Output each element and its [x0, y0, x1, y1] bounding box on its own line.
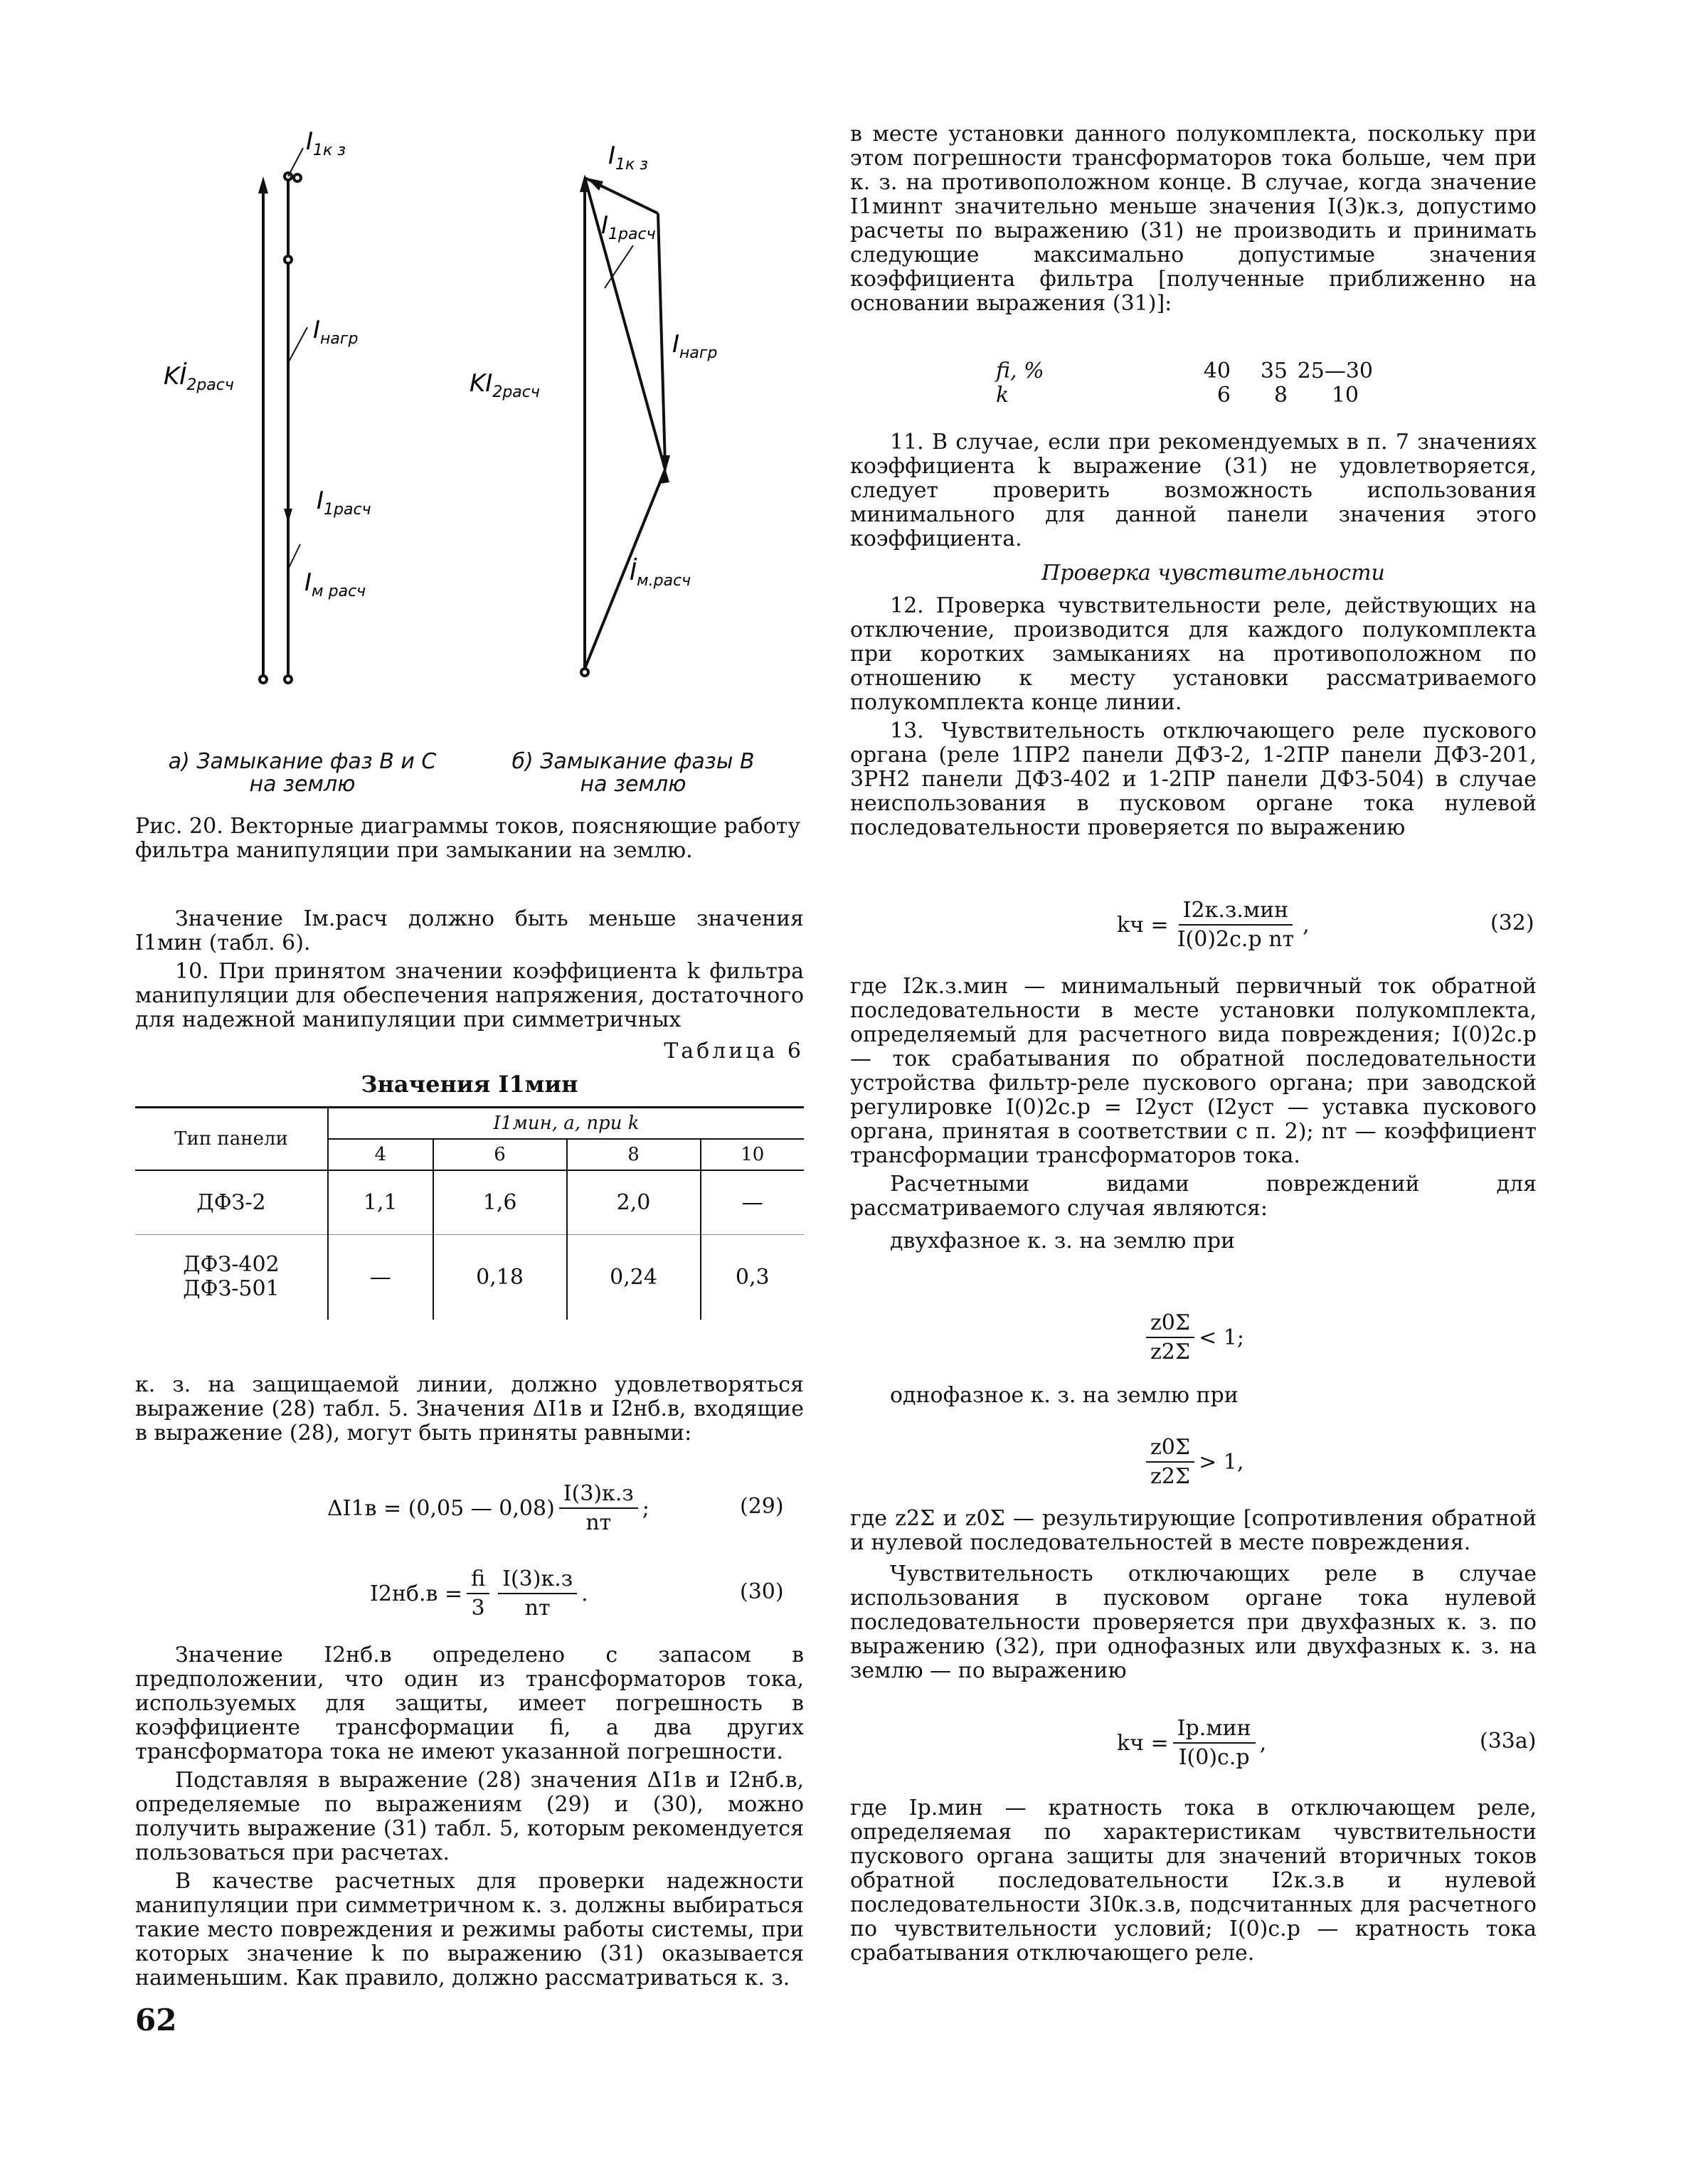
page-number: 62 — [135, 2003, 177, 2037]
eq29-den: nт — [585, 1510, 612, 1535]
equation-29 — [327, 1469, 649, 1547]
condition-1 — [1142, 1302, 1244, 1373]
cond2-den: z2Σ — [1150, 1464, 1191, 1489]
k-value: 8 — [1273, 383, 1288, 408]
eq32-den: I(0)2с.р nт — [1177, 927, 1295, 952]
table6-col-group: I1мин, а, при k — [328, 1108, 804, 1140]
table6-cell: 2,0 — [567, 1170, 701, 1234]
figure-caption: Рис. 20. Векторные диаграммы токов, поясняющие работу фильтра манипуляции при замыкании на землю. — [135, 814, 801, 863]
eq33-lhs: kч = — [1117, 1730, 1169, 1756]
k-value: 6 — [1216, 383, 1231, 408]
table6-k-4: 4 — [328, 1139, 433, 1170]
eq30-tail: . — [581, 1581, 588, 1606]
table6-k-8: 8 — [567, 1139, 701, 1170]
eq29-num: I(3)к.з — [559, 1481, 638, 1509]
fig-label-b — [491, 751, 775, 796]
cond1-tail: < 1; — [1199, 1325, 1244, 1350]
condition-2 — [1142, 1426, 1243, 1497]
left-p5: Подставляя в выражение (28) значения ΔI1в и I2нб.в, определяемые по выражениям (29) и (30), можно получить выражение (31) табл. 5, которым рекомендуется пользоваться при расчетах. — [135, 1768, 804, 1865]
fig-a-i1k-label: $I_{1к з}$ — [306, 127, 346, 159]
eq32-num: I2к.з.мин — [1179, 898, 1293, 926]
right-column-lower — [850, 1507, 1537, 1687]
cond1-frac — [1146, 1310, 1194, 1364]
fi-label: fi, % — [996, 359, 1044, 383]
cond2-tail: > 1, — [1199, 1449, 1244, 1475]
right-p3: 12. Проверка чувствительности реле, действующих на отключение, производится для каждого полукомплекта при коротких замыканиях на противоположном по отношению к месту установки рассматриваемого полукомплекта конце линии. — [850, 593, 1537, 715]
fig-b-inagr-label: $I_{нагр}$ — [672, 330, 718, 362]
eq33-den: I(0)с.р — [1178, 1745, 1250, 1770]
k-value: 10 — [1331, 383, 1359, 408]
eq30-number: (30) — [740, 1579, 784, 1604]
fig-b-k-label: $KI_{2расч}$ — [470, 369, 540, 401]
fig-label-b-line1: б) Замыкание фазы В — [511, 749, 755, 774]
eq29-lhs: ΔI1в = (0,05 — 0,08) — [327, 1495, 555, 1521]
fi-value: 40 — [1203, 359, 1231, 383]
left-column-bottom — [135, 1643, 804, 1995]
eq30-frac1 — [467, 1567, 489, 1621]
equation-32 — [1117, 886, 1310, 964]
eq30-lhs: I2нб.в = — [370, 1581, 463, 1606]
left-column-mid — [135, 1373, 804, 1450]
table6-cell: — — [701, 1170, 804, 1234]
table-6 — [135, 1106, 804, 1320]
right-p10: Чувствительность отключающих реле в случае использования в пусковом органе тока нулевой последовательности проверяется при двухфазных к. з. по выражению (32), при однофазных или двухфазных к. з. на землю — по выражению — [850, 1562, 1537, 1683]
fi-k-table — [996, 359, 1373, 408]
right-p2: 11. В случае, если при рекомендуемых в п. 7 значениях коэффициента k выражение (31) не удовлетворяется, следует проверить возможность использования минимального для данной панели значения этого коэффициента. — [850, 430, 1537, 551]
fig-b-imrasch-label: $İ_{м.расч}$ — [630, 558, 691, 590]
eq29-number: (29) — [740, 1494, 784, 1519]
left-column-top — [135, 907, 804, 1037]
table6-k-6: 6 — [433, 1139, 567, 1170]
left-p6: В качестве расчетных для проверки надежности манипуляции при симметричном к. з. должны выбираться такие место повреждения и режимы работы системы, при которых значение k по выражению (31) оказывается наименьшим. Как правило, должно рассматриваться к. з. — [135, 1869, 804, 1990]
left-p3: к. з. на защищаемой линии, должно удовлетворяться выражение (28) табл. 5. Значения ΔI1в и I2нб.в, входящие в выражение (28), могут быть приняты равными: — [135, 1372, 804, 1446]
table6-label: Таблица 6 — [664, 1039, 804, 1064]
fig-label-b-line2: на землю — [580, 772, 686, 797]
left-p4: Значение I2нб.в определено с запасом в предположении, что один из трансформаторов тока, используемых для защиты, имеет погрешность в коэффициенте трансформации fi, а два других трансформатора тока не имеют указанной погрешности. — [135, 1643, 804, 1764]
k-row — [996, 383, 1373, 408]
fig-b-i1rasch-label: $I_{1расч}$ — [601, 211, 656, 243]
fig-label-a-line2: на землю — [249, 772, 356, 797]
eq33a-number: (33а) — [1480, 1729, 1537, 1754]
eq32-frac — [1173, 898, 1298, 952]
right-column-top — [850, 122, 1537, 320]
fi-value: 35 — [1260, 359, 1288, 383]
cond1-num: z0Σ — [1146, 1310, 1194, 1338]
right-p8: однофазное к. з. на землю при — [890, 1383, 1239, 1408]
right-column-mid — [850, 430, 1537, 844]
fig-label-a — [160, 751, 445, 796]
table6-col-type: Тип панели — [135, 1108, 328, 1171]
table6-title: Значения I1мин — [361, 1071, 578, 1098]
figure-20 — [142, 121, 797, 704]
fig-a-i1rasch-label: $I_{1расч}$ — [317, 487, 371, 519]
eq32-lhs: kч = — [1117, 912, 1169, 938]
eq32-tail: , — [1303, 912, 1310, 938]
eq30-num: I(3)к.з — [498, 1567, 577, 1594]
table6-cell: — — [328, 1234, 433, 1320]
table6-cell: 0,24 — [567, 1234, 701, 1320]
diagram-b — [580, 174, 670, 676]
fi-value: 25—30 — [1297, 359, 1373, 383]
eq29-frac — [559, 1481, 638, 1535]
table6-cell: 0,18 — [433, 1234, 567, 1320]
right-p1: в месте установки данного полукомплекта, поскольку при этом погрешности трансформаторов тока больше, чем при к. з. на противоположном конце. В случае, когда значение I1минnт значительно меньше значения I(3)к.з, допустимо расчеты по выражению (31) не производить и принимать следующие максимально допустимые значения коэффициента фильтра [полученные приближенно на основании выражения (31)]: — [850, 122, 1537, 316]
left-p1: Значение Iм.расч должно быть меньше значения I1мин (табл. 6). — [135, 906, 804, 955]
fig-label-a-line1: а) Замыкание фаз В и С — [168, 749, 437, 774]
k-label: k — [996, 383, 1009, 408]
right-p4: 13. Чувствительность отключающего реле пускового органа (реле 1ПР2 панели ДФЗ-2, 1-2ПР панели ДФЗ-201, 3РН2 панели ДФЗ-402 и 1-2ПР панели ДФЗ-504) в случае неиспользования в пусковом органе тока нулевой последовательности проверяется по выражению — [850, 719, 1537, 840]
equation-33a — [1117, 1704, 1266, 1782]
diagram-a — [258, 148, 307, 683]
right-column-mid2 — [850, 975, 1537, 1258]
eq30-den: nт — [524, 1596, 551, 1621]
eq30-frac2 — [498, 1567, 577, 1621]
fig-a-inagr-label: $I_{нагр}$ — [313, 316, 359, 348]
table6-cell: 1,6 — [433, 1170, 567, 1234]
cond1-den: z2Σ — [1150, 1340, 1191, 1364]
table6-panel: ДФЗ-2 — [135, 1170, 328, 1234]
fig-b-i1k-label: $I_{1к з}$ — [608, 142, 649, 174]
table6-cell: 1,1 — [328, 1170, 433, 1234]
table6-cell: 0,3 — [735, 1264, 770, 1290]
cond2-frac — [1146, 1435, 1194, 1489]
section-heading: Проверка чувствительности — [1041, 561, 1385, 585]
cond2-num: z0Σ — [1146, 1435, 1194, 1463]
fi-row — [996, 359, 1373, 383]
eq29-tail: ; — [642, 1495, 649, 1521]
eq30-f1-num: fi — [467, 1567, 489, 1594]
eq32-number: (32) — [1490, 911, 1534, 935]
table-row — [135, 1170, 804, 1234]
right-p5: где I2к.з.мин — минимальный первичный ток обратной последовательности в месте установки полукомплекта, определяемый для расчетного вида повреждения; I(0)2с.р — ток срабатывания по обратной последовательности устройства фильтр-реле пускового органа; при заводской регулировке I(0)2с.р = I2уст (I2уст — уставка пускового органа, принятая в соответствии с п. 2); nт — коэффициент трансформации трансформаторов тока. — [850, 974, 1537, 1168]
eq33-num: Iр.мин — [1173, 1716, 1256, 1744]
right-p9: где z2Σ и z0Σ — результирующие [сопротивления обратной и нулевой последовательностей в месте повреждения. — [850, 1506, 1537, 1555]
table6-panel: ДФЗ-402 ДФЗ-501 — [135, 1234, 328, 1320]
equation-30 — [370, 1554, 588, 1633]
table6-header-row — [135, 1108, 804, 1140]
table-row — [135, 1234, 804, 1320]
eq33-frac — [1173, 1716, 1256, 1770]
right-column-bottom — [850, 1796, 1537, 1970]
right-p6: Расчетными видами повреждений для рассматриваемого случая являются: — [850, 1172, 1537, 1221]
fig-a-k-label: $Kİ_{2расч}$ — [164, 362, 234, 394]
left-p2: 10. При принятом значении коэффициента k фильтра манипуляции для обеспечения напряжения, достаточного для надежной манипуляции при симметричных — [135, 959, 804, 1032]
eq30-f1-den: 3 — [471, 1596, 485, 1621]
fig-a-imrasch-label: $I_{м расч}$ — [304, 568, 366, 600]
eq33-tail: , — [1259, 1730, 1267, 1756]
right-p8-wrap — [850, 1384, 1537, 1412]
right-p7: двухфазное к. з. на землю при — [890, 1229, 1236, 1253]
table6-k-10: 10 — [701, 1139, 804, 1170]
right-p11: где Iр.мин — кратность тока в отключающем реле, определяемая по характеристикам чувствительности пускового органа защиты для значений вторичных токов обратной последовательности I2к.з.в и нулевой последовательности 3I0к.з.в, подсчитанных для расчетного по чувствительности условий; I(0)с.р — кратность тока срабатывания отключающего реле. — [850, 1796, 1537, 1966]
